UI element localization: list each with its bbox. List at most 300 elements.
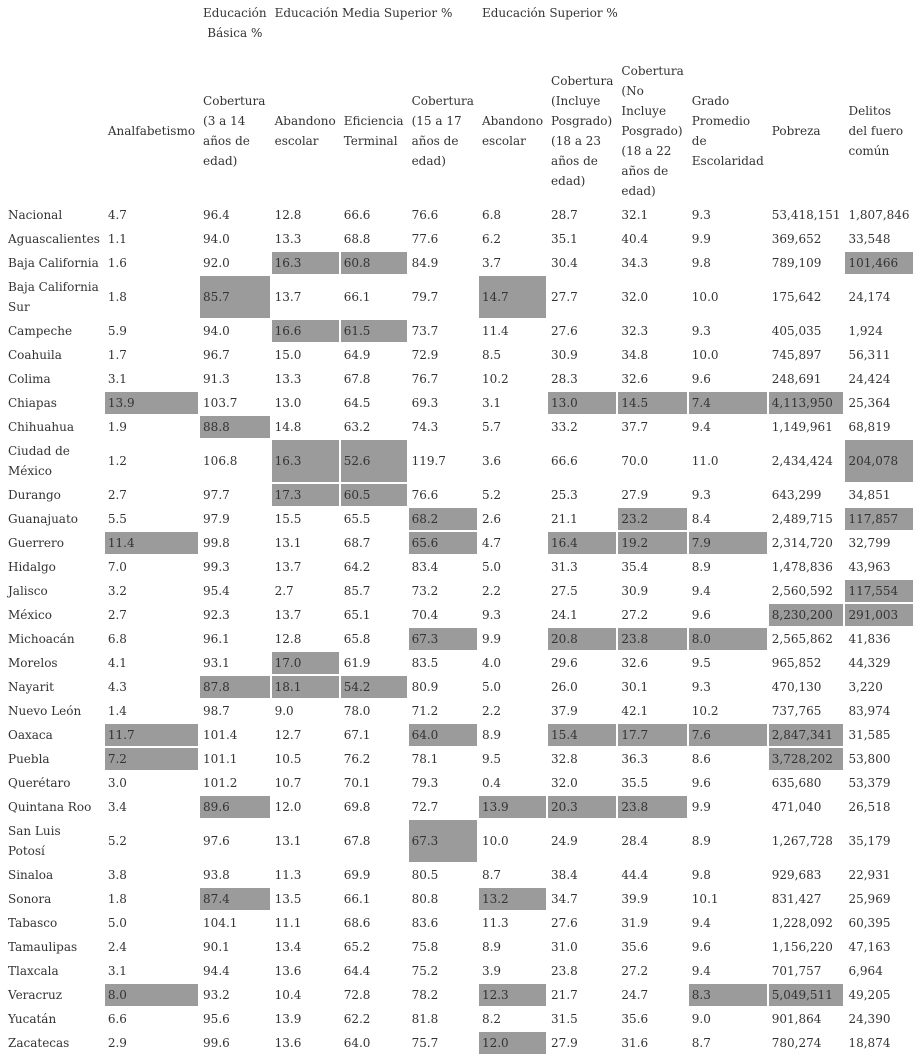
table-cell: 49,205: [848, 988, 891, 1002]
table-cell: 35.1: [551, 232, 578, 246]
table-row: [5, 676, 913, 698]
table-cell: 780,274: [771, 1036, 822, 1050]
table-cell: 28.4: [621, 834, 649, 848]
table-cell: 78.1: [411, 752, 439, 766]
row-label: México: [8, 608, 52, 622]
table-cell: 24,174: [848, 290, 891, 304]
table-cell: 54.2: [341, 676, 407, 698]
table-cell: 64.9: [343, 348, 371, 362]
table-cell: 94.4: [203, 964, 230, 978]
table-cell: 21.1: [551, 512, 578, 526]
table-cell: 13.0: [274, 396, 302, 410]
table-cell: 470,130: [771, 680, 822, 694]
table-cell: 103.7: [203, 396, 238, 410]
table-cell: 28.3: [551, 372, 578, 386]
table-cell: 101.1: [203, 752, 238, 766]
table-cell: 2,847,341: [769, 724, 844, 746]
table-cell: 32.8: [551, 752, 578, 766]
table-cell: 119.7: [411, 454, 446, 468]
table-cell: 5.0: [107, 916, 127, 930]
table-cell: 79.3: [411, 776, 439, 790]
table-row: [5, 440, 913, 482]
table-cell: 3.7: [481, 256, 502, 270]
table-cell: 13.0: [548, 392, 616, 414]
table-cell: 70.1: [343, 776, 371, 790]
table-cell: 23.8: [618, 628, 686, 650]
table-cell: 9.0: [274, 704, 294, 718]
table-cell: 26,518: [848, 800, 891, 814]
table-cell: 10.0: [691, 290, 719, 304]
table-cell: 25,969: [848, 892, 891, 906]
table-cell: 9.9: [691, 800, 711, 814]
table-cell: 30.1: [621, 680, 649, 694]
table-cell: 11.0: [691, 454, 719, 468]
table-cell: 64.0: [343, 1036, 371, 1050]
table-cell: 27.2: [621, 964, 649, 978]
table-row: [5, 252, 913, 274]
group-header-superior: Educación Superior %: [481, 6, 618, 20]
table-cell: 3.6: [481, 454, 502, 468]
table-cell: 11.3: [274, 868, 302, 882]
group-spacer: [769, 2, 844, 58]
table-cell: 1.1: [107, 232, 127, 246]
table-cell: 33,548: [848, 232, 891, 246]
row-label: Tabasco: [8, 916, 58, 930]
table-cell: 76.6: [411, 488, 439, 502]
table-cell: 16.3: [272, 252, 339, 274]
row-label: Aguascalientes: [8, 232, 100, 246]
row-label: Durango: [8, 488, 61, 502]
table-cell: 68.7: [343, 536, 371, 550]
table-cell: 27.2: [621, 608, 649, 622]
table-cell: 13.1: [274, 536, 302, 550]
table-cell: 35.4: [621, 560, 649, 574]
table-cell: 32.6: [621, 372, 649, 386]
table-cell: 737,765: [771, 704, 822, 718]
table-cell: 9.4: [691, 584, 711, 598]
table-cell: 28.7: [551, 208, 578, 222]
table-cell: 31.9: [621, 916, 649, 930]
table-cell: 9.3: [691, 680, 711, 694]
row-label: Hidalgo: [8, 560, 56, 574]
table-cell: 11.7: [105, 724, 198, 746]
table-cell: 88.8: [200, 416, 270, 438]
table-cell: 76.7: [411, 372, 439, 386]
table-cell: 99.8: [203, 536, 230, 550]
table-cell: 5.9: [107, 324, 127, 338]
table-cell: 9.4: [691, 916, 711, 930]
table-cell: 7.9: [689, 532, 767, 554]
column-header-delitos: Delitos del fuero común: [848, 104, 904, 158]
table-cell: 9.4: [691, 420, 711, 434]
table-cell: 42.1: [621, 704, 649, 718]
row-label: Coahuila: [8, 348, 62, 362]
table-cell: 99.3: [203, 560, 230, 574]
table-cell: 61.5: [341, 320, 407, 342]
table-cell: 17.3: [272, 484, 339, 506]
row-label: Nacional: [8, 208, 63, 222]
table-cell: 69.8: [343, 800, 371, 814]
table-cell: 9.3: [481, 608, 502, 622]
row-label: Morelos: [8, 656, 58, 670]
table-cell: 35.6: [621, 1012, 649, 1026]
table-cell: 18.1: [272, 676, 339, 698]
table-cell: 40.4: [621, 232, 649, 246]
table-cell: 81.8: [411, 1012, 439, 1026]
row-label: Querétaro: [8, 776, 71, 790]
row-label: Sonora: [8, 892, 52, 906]
table-cell: 5.0: [481, 560, 502, 574]
table-cell: 34.7: [551, 892, 578, 906]
table-cell: 31.3: [551, 560, 578, 574]
table-cell: 13.3: [274, 372, 302, 386]
table-cell: 1.7: [107, 348, 127, 362]
row-label: Oaxaca: [8, 728, 53, 742]
table-cell: 8.0: [105, 984, 198, 1006]
table-cell: 13.7: [274, 290, 302, 304]
table-row: [5, 276, 913, 318]
table-cell: 21.7: [551, 988, 578, 1002]
table-cell: 901,864: [771, 1012, 822, 1026]
table-cell: 61.9: [343, 656, 371, 670]
table-cell: 745,897: [771, 348, 822, 362]
table-cell: 13.5: [274, 892, 302, 906]
table-cell: 12.8: [274, 208, 302, 222]
table-cell: 11.3: [481, 916, 509, 930]
table-cell: 5.7: [481, 420, 502, 434]
table-row: [5, 820, 913, 862]
table-cell: 2.7: [107, 488, 127, 502]
table-row: [5, 392, 913, 414]
table-cell: 9.6: [691, 776, 711, 790]
table-cell: 1.9: [107, 420, 127, 434]
table-cell: 24,424: [848, 372, 891, 386]
table-cell: 31.6: [621, 1036, 649, 1050]
column-header-row: [5, 60, 913, 202]
table-cell: 66.6: [343, 208, 371, 222]
table-cell: 76.6: [411, 208, 439, 222]
table-cell: 68.8: [343, 232, 371, 246]
group-header-media: Educación Media Superior %: [274, 6, 453, 20]
table-cell: 1,924: [848, 324, 883, 338]
table-cell: 965,852: [771, 656, 822, 670]
row-label: Guanajuato: [8, 512, 79, 526]
table-cell: 9.6: [691, 940, 711, 954]
table-cell: 1,478,836: [771, 560, 833, 574]
table-cell: 4.3: [107, 680, 127, 694]
table-cell: 66.1: [343, 892, 371, 906]
table-cell: 104.1: [203, 916, 238, 930]
table-cell: 27.9: [621, 488, 649, 502]
table-cell: 67.8: [343, 834, 371, 848]
row-label: Baja California Sur: [8, 280, 99, 314]
table-cell: 67.8: [343, 372, 371, 386]
table-cell: 34,851: [848, 488, 891, 502]
table-row: [5, 344, 913, 366]
table-cell: 25,364: [848, 396, 891, 410]
table-cell: 8.0: [689, 628, 767, 650]
column-header-cobertura-media: Cobertura (15 a 17 años de edad): [411, 94, 474, 168]
table-cell: 75.7: [411, 1036, 439, 1050]
table-row: [5, 532, 913, 554]
table-cell: 87.4: [200, 888, 270, 910]
table-cell: 12.0: [274, 800, 302, 814]
table-cell: 204,078: [845, 440, 912, 482]
table-cell: 98.7: [203, 704, 230, 718]
table-cell: 12.7: [274, 728, 302, 742]
table-cell: 15.4: [548, 724, 616, 746]
table-cell: 44,329: [848, 656, 891, 670]
table-cell: 43,963: [848, 560, 891, 574]
table-row: [5, 960, 913, 982]
table-cell: 96.4: [203, 208, 230, 222]
group-spacer: [5, 2, 103, 58]
table-cell: 34.8: [621, 348, 649, 362]
group-spacer: [845, 2, 912, 58]
table-cell: 63.2: [343, 420, 371, 434]
table-cell: 93.2: [203, 988, 230, 1002]
table-cell: 1,156,220: [771, 940, 833, 954]
table-cell: 65.1: [343, 608, 371, 622]
table-cell: 24,390: [848, 1012, 891, 1026]
table-cell: 471,040: [771, 800, 822, 814]
table-cell: 8.9: [691, 834, 711, 848]
table-cell: 66.6: [551, 454, 578, 468]
table-cell: 33.2: [551, 420, 578, 434]
table-cell: 12.3: [479, 984, 546, 1006]
table-cell: 84.9: [411, 256, 439, 270]
table-cell: 5.5: [107, 512, 127, 526]
table-cell: 70.0: [621, 454, 649, 468]
table-cell: 3.1: [107, 372, 127, 386]
table-cell: 64.5: [343, 396, 371, 410]
table-cell: 291,003: [845, 604, 912, 626]
table-cell: 52.6: [341, 440, 407, 482]
table-cell: 1,149,961: [771, 420, 833, 434]
table-cell: 32.1: [621, 208, 649, 222]
table-cell: 8.9: [691, 560, 711, 574]
table-row: [5, 508, 913, 530]
table-cell: 75.2: [411, 964, 439, 978]
table-cell: 2,314,720: [771, 536, 833, 550]
table-cell: 15.0: [274, 348, 302, 362]
table-cell: 64.2: [343, 560, 371, 574]
table-cell: 3,220: [848, 680, 883, 694]
table-cell: 15.5: [274, 512, 302, 526]
table-cell: 24.7: [621, 988, 649, 1002]
table-cell: 3.9: [481, 964, 502, 978]
table-cell: 53,379: [848, 776, 891, 790]
table-cell: 6.6: [107, 1012, 127, 1026]
table-cell: 8.3: [689, 984, 767, 1006]
table-row: [5, 228, 913, 250]
table-cell: 13.7: [274, 608, 302, 622]
table-cell: 14.5: [618, 392, 686, 414]
table-cell: 1,228,092: [771, 916, 833, 930]
table-cell: 16.6: [272, 320, 339, 342]
table-row: [5, 796, 913, 818]
table-cell: 65.8: [343, 632, 371, 646]
table-cell: 5.2: [107, 834, 127, 848]
table-cell: 1,807,846: [848, 208, 910, 222]
table-cell: 87.8: [200, 676, 270, 698]
column-header-abandono-media: Abandono escolar: [274, 114, 336, 148]
table-cell: 3,728,202: [769, 748, 844, 770]
table-cell: 10.0: [481, 834, 509, 848]
table-cell: 9.4: [691, 964, 711, 978]
table-cell: 9.3: [691, 488, 711, 502]
row-label: Puebla: [8, 752, 50, 766]
table-cell: 64.4: [343, 964, 371, 978]
table-cell: 27.9: [551, 1036, 578, 1050]
table-cell: 13.1: [274, 834, 302, 848]
table-cell: 12.0: [479, 1032, 546, 1054]
table-cell: 10.2: [691, 704, 719, 718]
table-cell: 10.1: [691, 892, 719, 906]
table-cell: 9.9: [481, 632, 502, 646]
table-cell: 24.9: [551, 834, 578, 848]
table-cell: 11.4: [481, 324, 509, 338]
table-cell: 31.0: [551, 940, 578, 954]
table-cell: 83.5: [411, 656, 439, 670]
table-cell: 13.3: [274, 232, 302, 246]
table-cell: 8.7: [691, 1036, 711, 1050]
table-cell: 12.8: [274, 632, 302, 646]
table-cell: 69.3: [411, 396, 439, 410]
table-cell: 31,585: [848, 728, 891, 742]
row-label: Jalisco: [8, 584, 48, 598]
table-cell: 101.2: [203, 776, 238, 790]
table-cell: 75.8: [411, 940, 439, 954]
table-cell: 69.9: [343, 868, 371, 882]
table-cell: 74.3: [411, 420, 439, 434]
row-label: Chihuahua: [8, 420, 74, 434]
table-cell: 85.7: [200, 276, 270, 318]
table-cell: 1.6: [107, 256, 127, 270]
table-cell: 39.9: [621, 892, 649, 906]
table-cell: 67.3: [409, 820, 477, 862]
column-header-grado-promedio: Grado Promedio de Escolaridad: [691, 94, 764, 168]
group-spacer: [105, 2, 198, 58]
table-cell: 27.6: [551, 324, 578, 338]
table-cell: 27.5: [551, 584, 578, 598]
column-header-pobreza: Pobreza: [771, 124, 821, 138]
row-label: Colima: [8, 372, 51, 386]
table-cell: 18,874: [848, 1036, 891, 1050]
table-row: [5, 936, 913, 958]
table-cell: 8.9: [481, 940, 502, 954]
table-cell: 92.0: [203, 256, 230, 270]
table-cell: 30.9: [551, 348, 578, 362]
table-cell: 32.6: [621, 656, 649, 670]
table-cell: 8.6: [691, 752, 711, 766]
table-cell: 9.8: [691, 256, 711, 270]
table-cell: 10.4: [274, 988, 302, 1002]
table-cell: 30.9: [621, 584, 649, 598]
table-cell: 3.1: [107, 964, 127, 978]
table-cell: 6.2: [481, 232, 502, 246]
table-cell: 643,299: [771, 488, 822, 502]
table-cell: 20.3: [548, 796, 616, 818]
table-cell: 9.0: [691, 1012, 711, 1026]
table-cell: 60.5: [341, 484, 407, 506]
table-cell: 78.0: [343, 704, 371, 718]
table-row: [5, 652, 913, 674]
table-cell: 67.3: [409, 628, 477, 650]
table-cell: 23.8: [551, 964, 578, 978]
table-cell: 8.4: [691, 512, 711, 526]
table-cell: 20.8: [548, 628, 616, 650]
table-cell: 2.4: [107, 940, 127, 954]
table-cell: 1.4: [107, 704, 127, 718]
table-row: [5, 204, 913, 226]
table-cell: 97.7: [203, 488, 230, 502]
table-cell: 8.5: [481, 348, 502, 362]
table-cell: 789,109: [771, 256, 822, 270]
table-cell: 66.1: [343, 290, 371, 304]
row-label: Yucatán: [8, 1012, 57, 1026]
table-cell: 71.2: [411, 704, 439, 718]
table-cell: 4.7: [481, 536, 502, 550]
table-cell: 62.2: [343, 1012, 371, 1026]
table-cell: 80.9: [411, 680, 439, 694]
table-cell: 32.3: [621, 324, 649, 338]
table-cell: 13.9: [274, 1012, 302, 1026]
table-row: [5, 416, 913, 438]
row-label: Baja California: [8, 256, 99, 270]
table-cell: 31.5: [551, 1012, 578, 1026]
table-cell: 13.6: [274, 964, 302, 978]
table-cell: 13.6: [274, 1036, 302, 1050]
table-cell: 117,554: [845, 580, 912, 602]
table-cell: 117,857: [845, 508, 912, 530]
row-label: Quintana Roo: [8, 800, 92, 814]
table-cell: 248,691: [771, 372, 822, 386]
table-cell: 37.7: [621, 420, 649, 434]
table-row: [5, 1008, 913, 1030]
table-cell: 5.2: [481, 488, 502, 502]
table-cell: 17.7: [618, 724, 686, 746]
table-cell: 93.8: [203, 868, 230, 882]
table-cell: 3.8: [107, 868, 127, 882]
table-cell: 3.2: [107, 584, 127, 598]
row-label: Nayarit: [8, 680, 54, 694]
table-cell: 83,974: [848, 704, 891, 718]
table-cell: 35,179: [848, 834, 891, 848]
table-cell: 27.7: [551, 290, 578, 304]
table-cell: 831,427: [771, 892, 822, 906]
table-cell: 72.8: [343, 988, 371, 1002]
table-cell: 9.9: [691, 232, 711, 246]
table-cell: 175,642: [771, 290, 822, 304]
table-cell: 79.7: [411, 290, 439, 304]
table-cell: 92.3: [203, 608, 230, 622]
table-cell: 32,799: [848, 536, 891, 550]
table-cell: 9.8: [691, 868, 711, 882]
row-label: Tamaulipas: [8, 940, 78, 954]
table-row: [5, 604, 913, 626]
table-cell: 19.2: [618, 532, 686, 554]
group-header-row: [5, 2, 913, 58]
table-row: [5, 772, 913, 794]
table-cell: 89.6: [200, 796, 270, 818]
column-header-eficiencia-terminal: Eficiencia Terminal: [343, 114, 404, 148]
table-cell: 25.3: [551, 488, 578, 502]
table-cell: 73.2: [411, 584, 439, 598]
table-cell: 11.1: [274, 916, 302, 930]
table-cell: 68.2: [409, 508, 477, 530]
table-cell: 41,836: [848, 632, 891, 646]
